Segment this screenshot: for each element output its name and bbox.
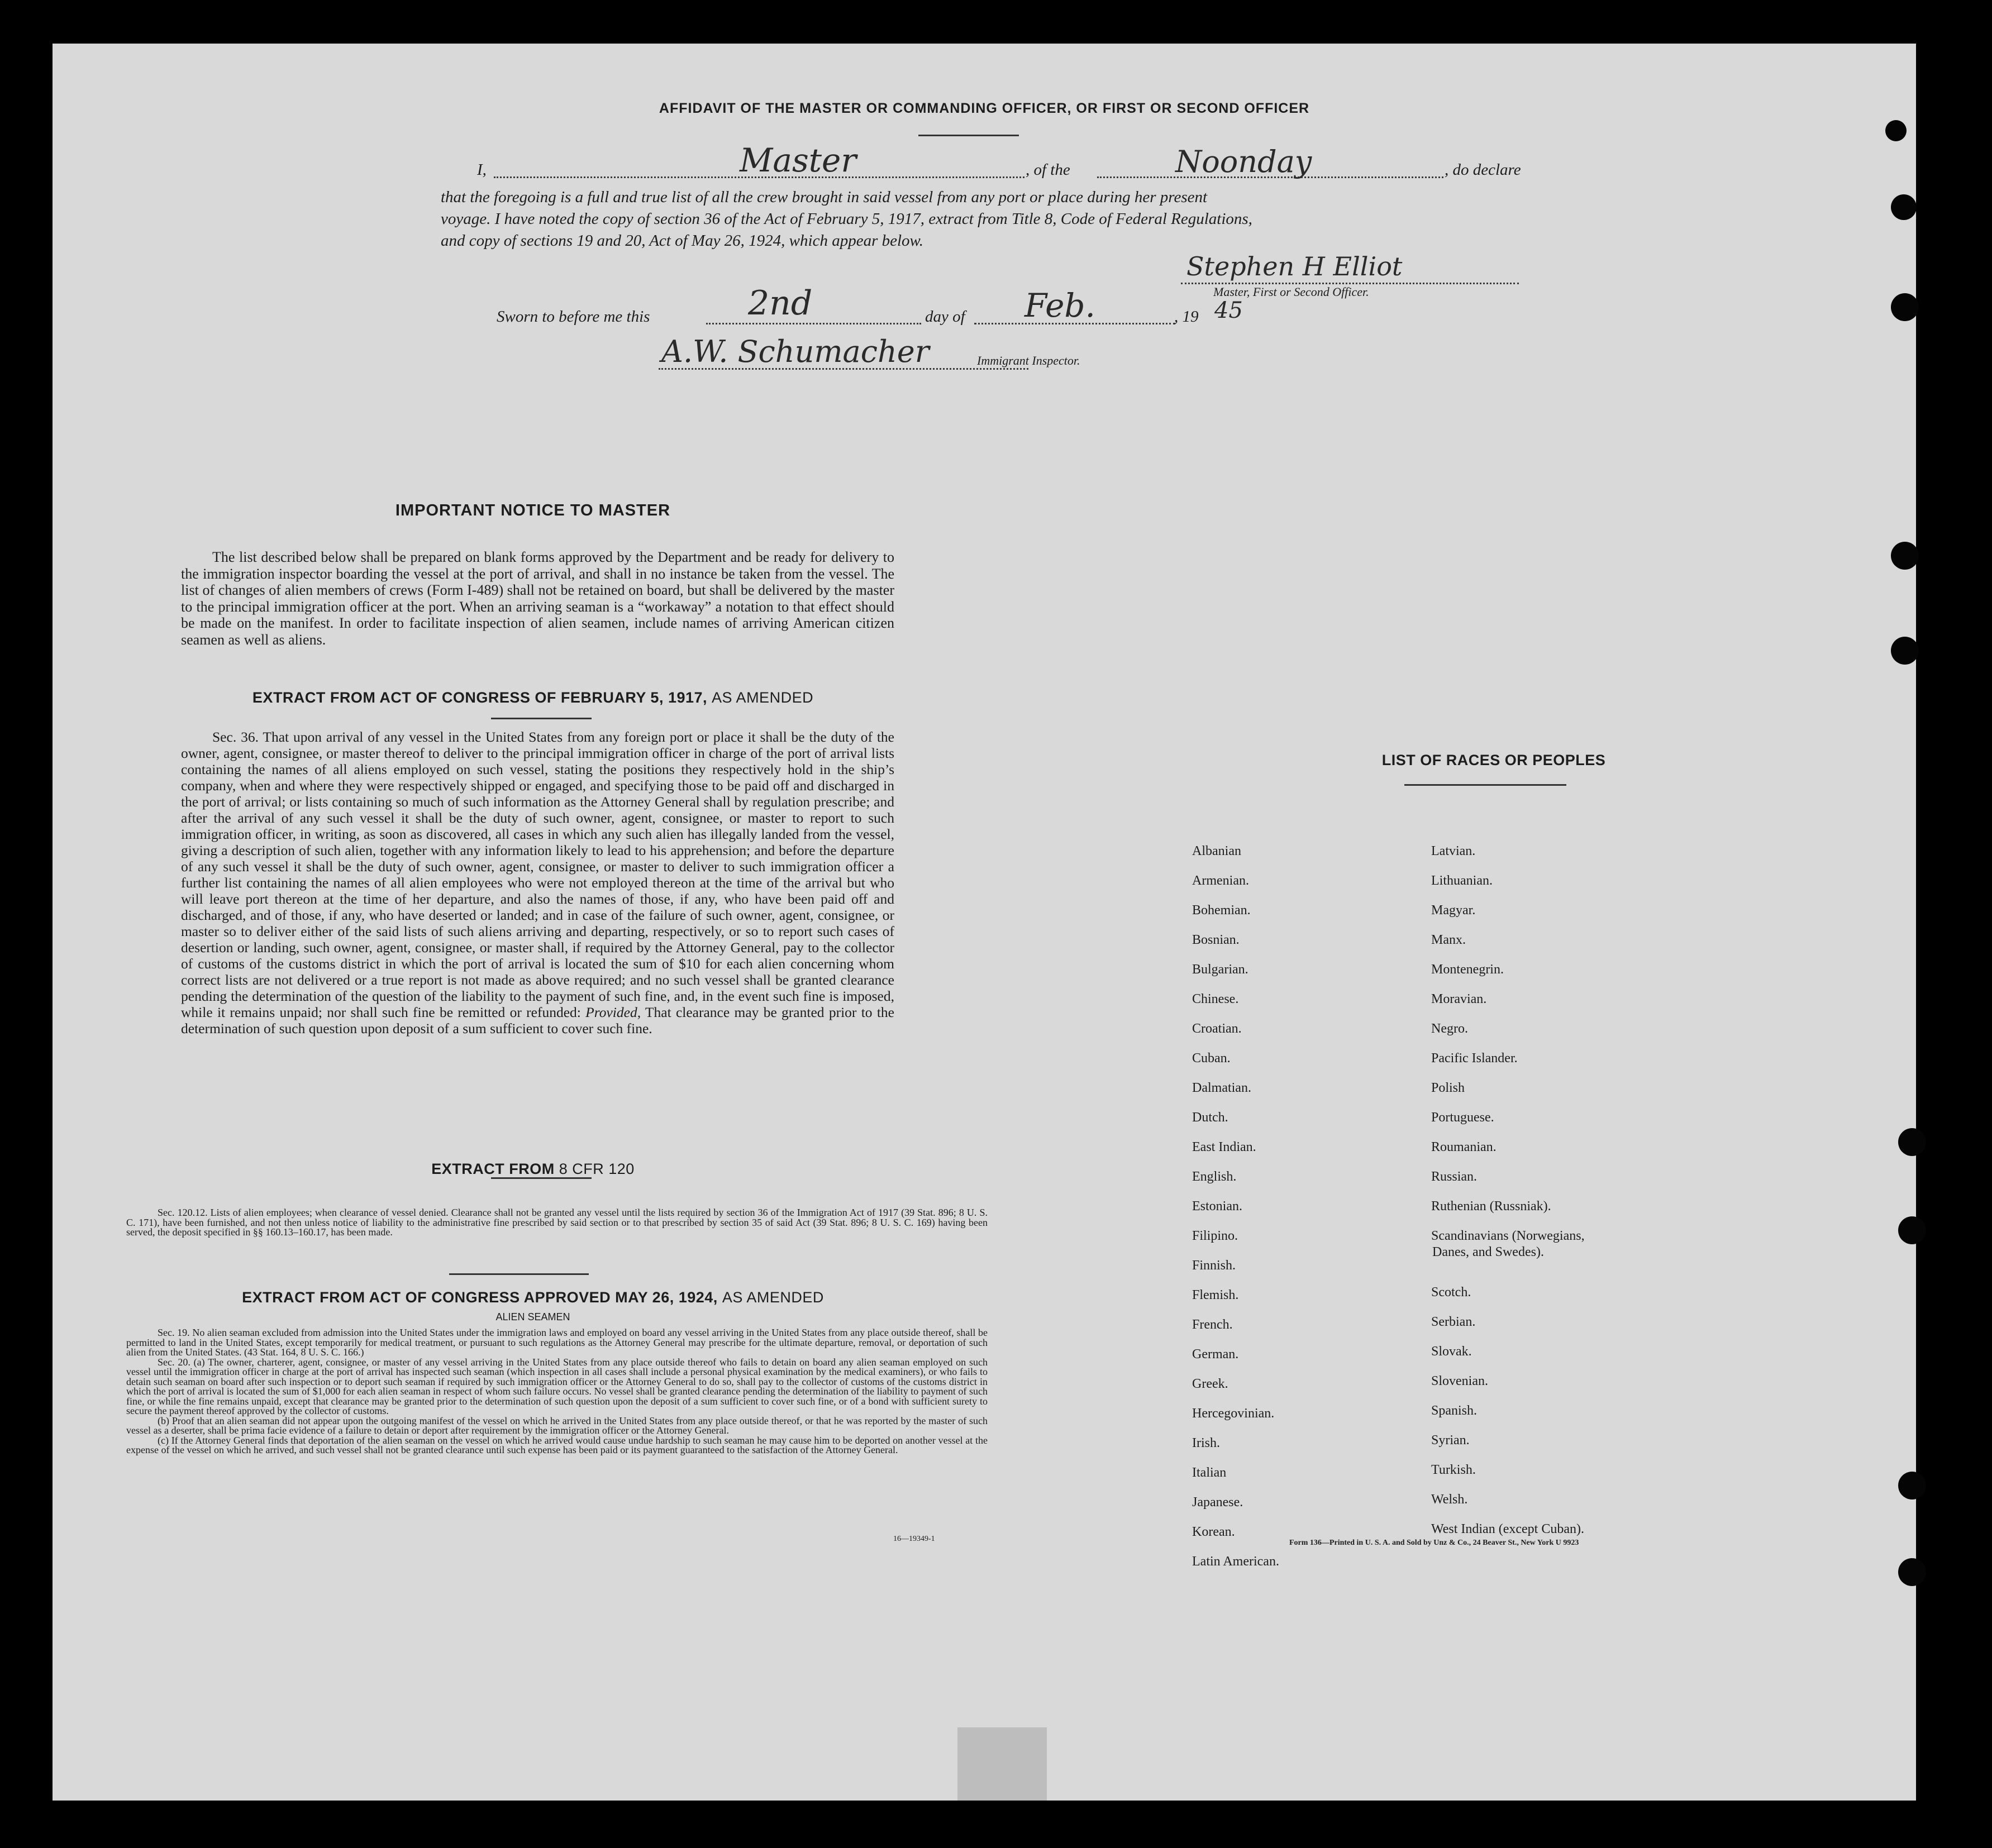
affidavit-title: AFFIDAVIT OF THE MASTER OR COMMANDING OFFICER, OR FIRST OR SECOND OFFICER [659, 101, 1310, 116]
race-item-left: Finnish. [1192, 1258, 1236, 1273]
race-item-left: English. [1192, 1169, 1237, 1184]
section-36-label: Sec. 36. [212, 729, 259, 745]
form-footnote: Form 136—Printed in U. S. A. and Sold by Unz & Co., 24 Beaver St., New York U 9923 [1289, 1539, 1579, 1547]
race-item-right: Scandinavians (Norwegians, [1431, 1229, 1585, 1243]
extract-1917-title-suffix: AS AMENDED [712, 689, 814, 706]
cfr-rule [449, 1273, 589, 1275]
year-prefix: , 19 [1174, 308, 1199, 326]
vessel-name-handwritten: Noonday [1175, 144, 1312, 179]
gray-patch [957, 1727, 1047, 1801]
extract-1917-rule [491, 718, 592, 719]
race-item-right: Welsh. [1431, 1492, 1468, 1507]
race-item-left: Armenian. [1192, 873, 1249, 888]
race-item-right: Lithuanian. [1431, 873, 1493, 888]
binder-hole [1898, 1558, 1926, 1586]
race-item-left: Korean. [1192, 1525, 1235, 1539]
section-36-body-b: That clearance may be granted prior to the determination of such question upon deposit of a sum sufficient to cover such fine. [181, 1004, 894, 1037]
section-36-provided: Provided, [585, 1004, 641, 1020]
races-title: LIST OF RACES OR PEOPLES [1381, 752, 1606, 768]
race-item-left: Albanian [1192, 844, 1241, 858]
race-item-right: Moravian. [1431, 992, 1487, 1006]
race-item-left: Dalmatian. [1192, 1081, 1251, 1095]
extract-1924-title-main: EXTRACT FROM ACT OF CONGRESS APPROVED MAY 26, 1924, [242, 1289, 718, 1306]
race-item-left: Irish. [1192, 1436, 1220, 1450]
inspector-line [659, 368, 1028, 370]
affidavit-line-4: and copy of sections 19 and 20, Act of May 26, 1924, which appear below. [441, 232, 923, 250]
race-item-right: Portuguese. [1431, 1110, 1494, 1125]
race-item-right: Scotch. [1431, 1285, 1471, 1300]
affidavit-line-2: that the foregoing is a full and true list of all the crew brought in said vessel from any port or place during her present [441, 188, 1208, 206]
inspector-caption: Immigrant Inspector. [977, 354, 1080, 367]
race-item-left: Dutch. [1192, 1110, 1228, 1125]
race-item-left: East Indian. [1192, 1140, 1256, 1154]
sworn-label: Sworn to before me this [497, 308, 650, 326]
day-line [706, 323, 921, 324]
race-item-left: Cuban. [1192, 1051, 1231, 1066]
binder-hole [1891, 637, 1919, 665]
race-item-left: Croatian. [1192, 1021, 1242, 1036]
inspector-signature: A.W. Schumacher [661, 334, 930, 369]
race-item-right: Slovenian. [1431, 1374, 1488, 1388]
extract-cfr-title-main: EXTRACT FROM [431, 1161, 555, 1177]
alien-seamen-subtitle: ALIEN SEAMEN [495, 1311, 570, 1322]
section-36-text [181, 729, 894, 1037]
race-item-left: Italian [1192, 1465, 1227, 1480]
race-item-right: Magyar. [1431, 903, 1476, 918]
affidavit-of-the: , of the [1026, 161, 1070, 179]
affidavit-line-3: voyage. I have noted the copy of section 36 of the Act of February 5, 1917, extract from Title 8, Code of Federal Regulations, [441, 210, 1252, 228]
binder-hole [1885, 120, 1907, 141]
race-item-right: Serbian. [1431, 1315, 1476, 1329]
race-item-right: Latvian. [1431, 844, 1476, 858]
binder-hole [1898, 1128, 1926, 1156]
race-item-right: Russian. [1431, 1169, 1478, 1184]
affidavit-i: I, [477, 161, 487, 179]
race-item-right: Syrian. [1431, 1433, 1470, 1448]
section-20c-text: (c) If the Attorney General finds that deportation of the alien seaman on the vessel on which he arrived would cause undue hardship to such seaman he may cause him to be deported on another vessel at the expense of the vessel on which he arrived, and such vessel shall not be granted clearance until such expense has been paid or its payment guaranteed to the satisfaction of the Attorney General. [126, 1434, 988, 1455]
section-19-text: Sec. 19. No alien seaman excluded from admission into the United States under the immigration laws and employed on board any vessel arriving in the United States from any place outside thereof, shall be permitted to land in the United States, except temporarily for medical treatment, or pursuant to such regulations as the Attorney General may prescribe for the ultimate departure, removal, or deportation of such alien from the United States. (43 Stat. 164, 8 U. S. C. 166.) [126, 1327, 988, 1358]
race-item-left: Chinese. [1192, 992, 1239, 1006]
race-item-left: Bosnian. [1192, 933, 1240, 947]
race-item-left: Flemish. [1192, 1288, 1239, 1302]
section-36-body-a: That upon arrival of any vessel in the United States from any foreign port or place it shall be the duty of the owner, agent, consignee, or master thereof to deliver to the principal immigration officer in charge of the port of arrival lists containing the names of all aliens employed on such vessel, stating the positions they respectively hold in the ship’s company, when and where they were respectively shipped or engaged, and specifying those to be paid off and discharged in the port of arrival; or lists containing so much of such information as the Attorney General shall by regulation prescribe; and after the arrival of any such vessel it shall be the duty of such owner, agent, consignee, or master to report to such immigration officer, in writing, as soon as discovered, all cases in which any such alien has illegally landed from the vessel, giving a description of such alien, together with any information likely to lead to his apprehension; and before the departure of any such vessel it shall be the duty of such owner, agent, consignee, or master to deliver to such immigration officer a further list containing the names of all alien employees who were not employed thereon at the time of the arrival but who will leave port thereon at the time of her departure, and also the names of those, if any, who have been paid off and discharged, and of those, if any, who have deserted or landed; and in case of the failure of such owner, agent, consignee, or master so to deliver either of the said lists of such aliens arriving and departing, respectively, or so to report such cases of desertion or landing, such owner, agent, consignee, or master shall, if required by the Attorney General, pay to the collector of customs of the customs district in which the port of arrival is located the sum of $10 for each alien concerning whom correct lists are not delivered or a true report is not made as above required; and no such vessel shall be granted clearance pending the determination of the question of the liability to the payment of such fine, and, in the event such fine is imposed, while it remains unpaid; nor shall such fine be remitted or refunded: [181, 729, 894, 1020]
extract-1924-title [86, 1289, 980, 1306]
extract-1917-title-main: EXTRACT FROM ACT OF CONGRESS OF FEBRUARY 5, 1917, [252, 689, 708, 706]
day-of-label: day of [925, 308, 965, 326]
extract-cfr-title [86, 1161, 980, 1178]
extract-cfr-title-suffix: 8 CFR 120 [559, 1161, 635, 1177]
extract-1924-title-suffix: AS AMENDED [722, 1289, 824, 1306]
binder-hole [1891, 293, 1919, 321]
extract-1924-sections [126, 1328, 988, 1455]
race-item-right: Slovak. [1431, 1344, 1472, 1359]
binder-hole [1891, 194, 1917, 220]
race-item-right: Pacific Islander. [1431, 1051, 1518, 1066]
race-item-right: Montenegrin. [1431, 962, 1504, 977]
cfr-section-body: Sec. 120.12. Lists of alien employees; when clearance of vessel denied. Clearance shall not be granted any vessel until the lists required by section 36 of the Immigration Act of 1917 (39 Stat. 896; 8 U. S. C. 171), have been furnished, and not then unless notice of liability to the administrative fine prescribed by said section or to that prescribed by section 35 of said Act (39 Stat. 896; 8 U. S. C. 169) having been served, the deposit specified in §§ 160.13–160.17, has been made. [126, 1207, 988, 1238]
binder-hole [1898, 1472, 1926, 1500]
race-item-right: Ruthenian (Russniak). [1431, 1199, 1551, 1214]
race-item-left: Estonian. [1192, 1199, 1242, 1214]
race-item-right: Turkish. [1431, 1463, 1476, 1477]
race-item-right: Negro. [1431, 1021, 1468, 1036]
extract-1917-title [86, 689, 980, 706]
race-item-left: Latin American. [1192, 1554, 1279, 1569]
race-item-left: Filipino. [1192, 1229, 1238, 1243]
document-sheet [53, 44, 1916, 1801]
race-item-right: Spanish. [1431, 1403, 1478, 1418]
section-20a-text: Sec. 20. (a) The owner, charterer, agent, consignee, or master of any vessel arriving in the United States from any place outside thereof who fails to detain on board any alien seaman employed on such vessel until the immigration officer in charge at the port of arrival has inspected such seaman (which inspection in all cases shall include a personal physical examination by the medical examiners), or who fails to detain such seaman on board after such inspection or to deport such seaman if required by such immigration officer or the Attorney General to do so, shall pay to the collector of customs of the customs district in which the port of arrival is located the sum of $1,000 for each alien seaman in respect of whom such failure occurs. No vessel shall be granted clearance pending the determination of the liability to payment of such fine, or while the fine remains unpaid, except that clearance may be granted prior to the determination of such question upon the deposit of a sum sufficient to cover such fine, or of a bond with sufficient surety to secure the payment thereof approved by the collector of customs. [126, 1356, 988, 1416]
race-item-left: Greek. [1192, 1377, 1228, 1391]
race-item-right: Manx. [1431, 933, 1466, 947]
sworn-day-handwritten: 2nd [748, 284, 813, 323]
race-item-left: French. [1192, 1317, 1233, 1332]
race-item-left: Japanese. [1192, 1495, 1243, 1510]
signature-caption: Master, First or Second Officer. [1213, 285, 1369, 299]
cfr-section-text [126, 1208, 988, 1238]
race-item-right: Polish [1431, 1081, 1465, 1095]
section-20b-text: (b) Proof that an alien seaman did not appear upon the outgoing manifest of the vessel on which he arrived in the United States from any place outside thereof, or that he was reported by the master of such vessel as a deserter, shall be prima facie evidence of a failure to detain or deport after requirement by the immigration officer or the Attorney General. [126, 1415, 988, 1436]
race-item-right: Danes, and Swedes). [1432, 1245, 1544, 1259]
signature-line [1181, 283, 1519, 284]
binder-hole [1891, 542, 1919, 570]
races-rule [1404, 784, 1566, 786]
year-suffix-handwritten: 45 [1214, 298, 1243, 323]
affidavit-do-declare: , do declare [1445, 161, 1521, 179]
binder-hole [1898, 1216, 1926, 1244]
notice-body: The list described below shall be prepared on blank forms approved by the Department and be ready for delivery to the immigration inspector boarding the vessel at the port of arrival, and shall in no instance be taken from the vessel. The list of changes of alien members of crews (Form I-489) shall not be retained on board, but shall be delivered by the master to the principal immigration officer at the port. When an arriving seaman is a “workaway” a notation to that effect should be made on the manifest. In order to facilitate inspection of alien seamen, include names of arriving American citizen seamen as well as aliens. [181, 549, 894, 648]
race-item-left: Bohemian. [1192, 903, 1251, 918]
title-rule [918, 135, 1019, 136]
master-signature: Stephen H Elliot [1186, 251, 1403, 281]
notice-title: IMPORTANT NOTICE TO MASTER [395, 502, 671, 519]
race-item-left: German. [1192, 1347, 1239, 1362]
race-item-left: Hercegovinian. [1192, 1406, 1275, 1421]
race-item-right: Roumanian. [1431, 1140, 1497, 1154]
race-item-right: West Indian (except Cuban). [1431, 1522, 1584, 1536]
print-code: 16—19349-1 [893, 1535, 935, 1543]
race-item-left: Bulgarian. [1192, 962, 1248, 977]
officer-rank-handwritten: Master [740, 141, 857, 179]
sworn-month-handwritten: Feb. [1024, 286, 1095, 324]
